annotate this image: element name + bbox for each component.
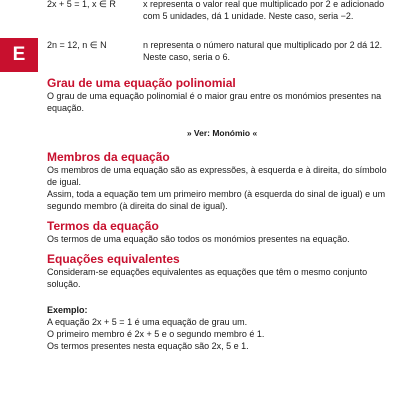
definition-description: x representa o valor real que multiplicado por 2 e adicionado com 5 unidades, dá 1 unidade. Neste caso, seria −2. bbox=[143, 0, 385, 21]
see-also-link[interactable]: » Ver: Monómio « bbox=[186, 128, 258, 138]
section-heading-grau: Grau de uma equação polinomial bbox=[47, 76, 236, 90]
section-heading-equivalentes: Equações equivalentes bbox=[47, 252, 180, 266]
section-text-grau: O grau de uma equação polinomial é o maior grau entre os monómios presentes na equação. bbox=[47, 91, 382, 113]
example-line: O primeiro membro é 2x + 5 e o segundo membro é 1. bbox=[47, 329, 265, 339]
example-title: Exemplo: bbox=[47, 305, 88, 315]
section-letter-tab: E bbox=[0, 38, 38, 72]
section-text-membros-1: Os membros de uma equação são as expressões, à esquerda e à direita, do símbolo de igual. bbox=[47, 165, 387, 187]
definition-description: n representa o número natural que multiplicado por 2 dá 12. Neste caso, seria o 6. bbox=[143, 40, 383, 62]
section-text-termos: Os termos de uma equação são todos os monómios presentes na equação. bbox=[47, 234, 350, 244]
definition-row bbox=[47, 0, 397, 22]
section-text-membros-2: Assim, toda a equação tem um primeiro membro (à esquerda do sinal de igual) e um segundo membro (à direita do sinal de igual). bbox=[47, 189, 386, 211]
section-heading-termos: Termos da equação bbox=[47, 219, 159, 233]
definition-term: 2x + 5 = 1, x ∈ R bbox=[47, 0, 116, 9]
definition-row bbox=[47, 39, 397, 63]
definition-term: 2n = 12, n ∈ N bbox=[47, 40, 107, 50]
page-content bbox=[47, 0, 397, 352]
section-heading-membros: Membros da equação bbox=[47, 150, 170, 164]
section-text-equivalentes: Consideram-se equações equivalentes as equações que têm o mesmo conjunto solução. bbox=[47, 267, 368, 289]
example-line: Os termos presentes nesta equação são 2x, 5 e 1. bbox=[47, 341, 249, 351]
example-line: A equação 2x + 5 = 1 é uma equação de grau um. bbox=[47, 317, 248, 327]
